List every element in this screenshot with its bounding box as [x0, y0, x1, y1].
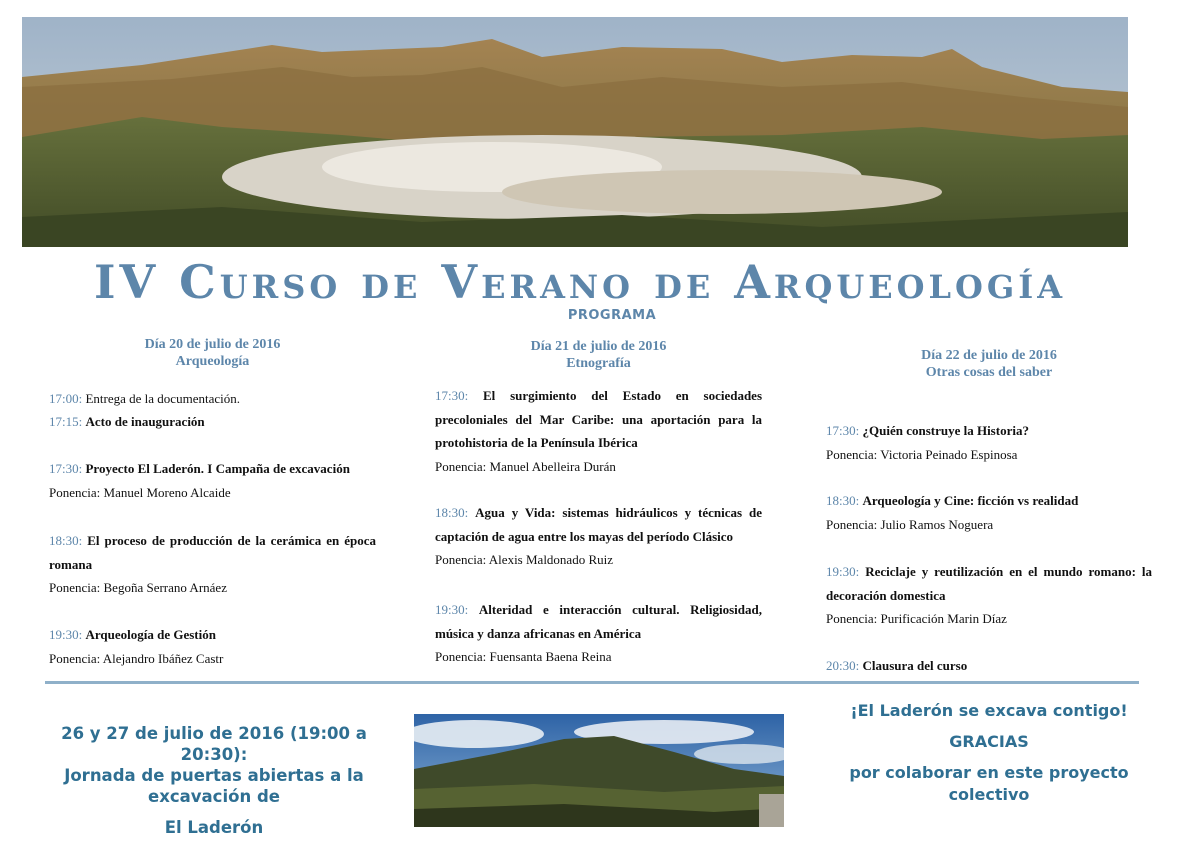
item-title: El surgimiento del Estado en sociedades precoloniales del Mar Caribe: una aportación para la protohistoria de la Península Ibérica: [435, 388, 763, 450]
item-title: Acto de inauguración: [85, 414, 205, 429]
schedule-item: [49, 410, 376, 434]
thanks-heading: GRACIAS: [949, 732, 1029, 751]
day-1-date: Día 20 de julio de 2016: [144, 337, 281, 352]
item-speaker: Ponencia: Julio Ramos Noguera: [826, 516, 994, 532]
item-title: Agua y Vida: sistemas hidráulicos y técnicas de captación de agua entre los mayas del período Clásico: [435, 505, 763, 544]
schedule-item: [826, 560, 1152, 631]
item-speaker: Ponencia: Begoña Serrano Arnáez: [49, 580, 227, 595]
item-time: 17:30:: [435, 388, 469, 403]
item-speaker: Ponencia: Manuel Abelleira Durán: [435, 458, 616, 474]
schedule-item: [826, 654, 1152, 678]
day-1-theme: Arqueología: [175, 354, 250, 369]
item-title: El proceso de producción de la cerámica en época romana: [49, 533, 376, 572]
page-title: IV Curso de Verano de Arqueología: [93, 255, 1067, 309]
item-time: 17:30:: [826, 423, 860, 438]
schedule-item: [49, 387, 376, 411]
day-3-date: Día 22 de julio de 2016: [921, 348, 1057, 363]
item-speaker: Ponencia: Alexis Maldonado Ruiz: [435, 552, 614, 567]
thanks-detail: por colaborar en este proyecto colectivo: [849, 763, 1129, 804]
schedule-item: [49, 529, 376, 600]
divider: [45, 681, 1139, 684]
day-2-theme: Etnografía: [566, 356, 631, 371]
schedule-item: [826, 419, 1152, 466]
item-time: 17:30:: [49, 461, 83, 476]
day-2-column: [435, 338, 763, 664]
item-speaker: Ponencia: Fuensanta Baena Reina: [435, 649, 612, 664]
mountain-photo: [414, 714, 784, 827]
item-speaker: Ponencia: Victoria Peinado Espinosa: [826, 446, 1018, 462]
item-title: Proyecto El Laderón. I Campaña de excavación: [85, 461, 350, 476]
day-3-theme: Otras cosas del saber: [925, 365, 1053, 380]
open-days-description: Jornada de puertas abiertas a la excavación de: [64, 766, 364, 806]
item-time: 17:00:: [49, 391, 83, 406]
item-time: 18:30:: [49, 533, 83, 548]
item-speaker: Ponencia: Alejandro Ibáñez Castr: [49, 650, 224, 666]
item-time: 18:30:: [435, 505, 469, 520]
item-time: 18:30:: [826, 493, 860, 508]
item-title: Clausura del curso: [862, 658, 968, 673]
schedule-item: [435, 598, 762, 669]
item-time: 19:30:: [435, 602, 469, 617]
thanks-block: [828, 700, 1150, 815]
item-time: 19:30:: [49, 627, 83, 642]
day-2-date: Día 21 de julio de 2016: [530, 339, 667, 354]
open-days-notice: [28, 723, 400, 838]
schedule-item: [49, 457, 376, 504]
schedule-item: [435, 501, 762, 572]
item-speaker: Ponencia: Manuel Moreno Alcaide: [49, 484, 231, 500]
open-days-dates: 26 y 27 de julio de 2016 (19:00 a 20:30):: [61, 724, 367, 764]
schedule-item: [435, 384, 762, 478]
item-title: Alteridad e interacción cultural. Religiosidad, música y danza africanas en América: [435, 602, 762, 641]
item-title: Entrega de la documentación.: [85, 391, 240, 406]
slogan: ¡El Laderón se excava contigo!: [850, 701, 1128, 720]
item-time: 17:15:: [49, 414, 83, 429]
day-3-column: [826, 347, 1152, 673]
item-title: Arqueología de Gestión: [85, 627, 216, 642]
site-name: El Laderón: [164, 818, 264, 837]
item-time: 19:30:: [826, 564, 860, 579]
program-subtitle: PROGRAMA: [567, 308, 657, 323]
schedule-item: [826, 489, 1152, 536]
item-title: Reciclaje y reutilización en el mundo romano: la decoración domestica: [826, 564, 1152, 603]
day-1-column: [49, 336, 376, 666]
item-title: Arqueología y Cine: ficción vs realidad: [862, 493, 1079, 508]
item-title: ¿Quién construye la Historia?: [862, 423, 1029, 438]
item-time: 20:30:: [826, 658, 860, 673]
schedule-item: [49, 623, 376, 670]
item-speaker: Ponencia: Purificación Marin Díaz: [826, 611, 1007, 626]
town-panorama-photo: [22, 17, 1128, 247]
